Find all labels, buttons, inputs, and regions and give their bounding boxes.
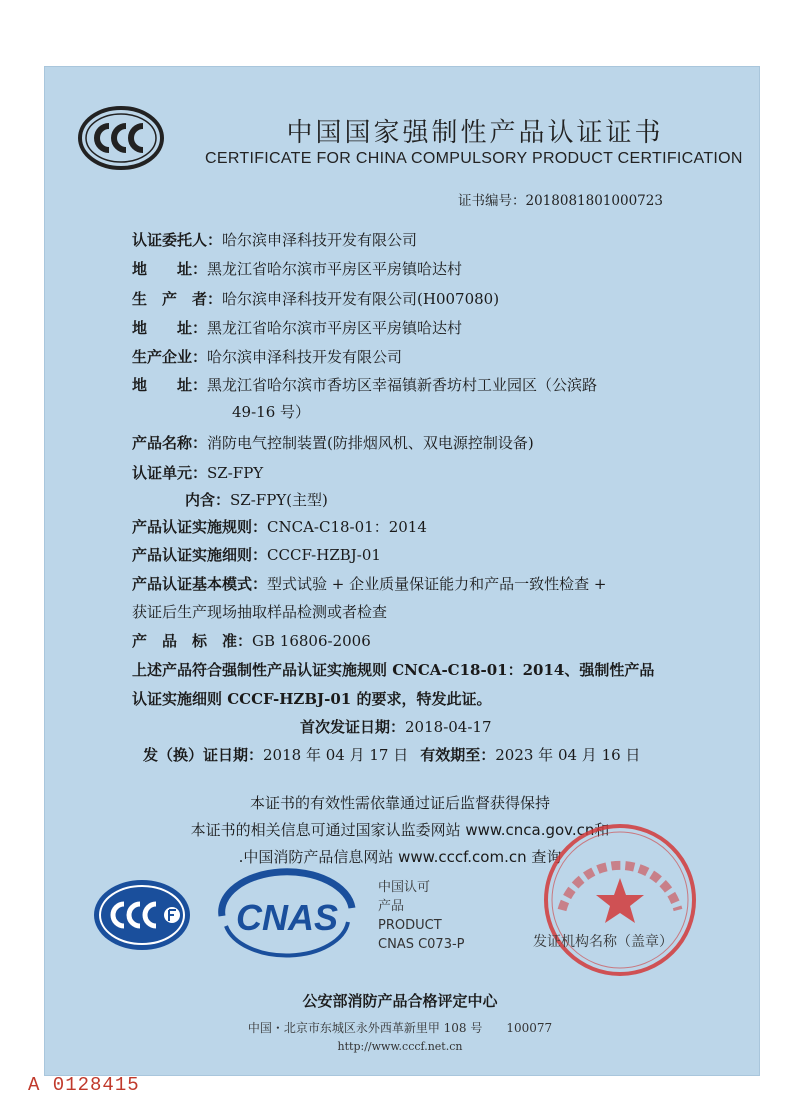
rule-value: CNCA-C18-01：2014 [267,518,427,536]
mode-value-line1: 型式试验 + 企业质量保证能力和产品一致性检查 + [267,575,607,593]
applicant-row [132,229,417,250]
valid-until-value: 2023 年 04 月 16 日 [495,746,641,764]
cnas-text-line3: PRODUCT [378,918,442,933]
statement-line2: 认证实施细则 CCCF-HZBJ-01 的要求，特发此证。 [132,690,492,708]
certificate-title-cn: 中国国家强制性产品认证证书 [286,118,664,148]
mode-row [132,573,606,594]
manufacturer-value: 哈尔滨申泽科技开发有限公司(H007080) [222,290,500,308]
applicant-value: 哈尔滨申泽科技开发有限公司 [222,231,418,249]
product-value: 消防电气控制装置(防排烟风机、双电源控制设备) [207,434,534,452]
certificate-number: 证书编号：2018081801000723 [458,193,663,209]
factory-address-row [132,374,597,395]
manufacturer-label: 生 产 者： [132,290,223,308]
rule-label: 产品认证实施规则： [132,518,268,536]
cnas-text-line4: CNAS C073-P [378,937,465,952]
factory-address-line2: 49-16 号） [232,403,311,421]
issuing-organization: 公安部消防产品合格评定中心 [302,992,498,1010]
address-label: 地 址： [132,376,208,394]
address-label: 地 址： [132,260,208,278]
organization-address: 中国・北京市东城区永外西革新里甲 108 号 100077 [247,1021,553,1035]
issue-date-value: 2018 年 04 月 17 日 [263,746,409,764]
rule-row [132,516,427,537]
serial-number: A 0128415 [28,1074,140,1096]
mode-label: 产品认证基本模式： [132,575,268,593]
svg-text:CNAS: CNAS [235,897,339,938]
certificate-title-en: CERTIFICATE FOR CHINA COMPULSORY PRODUCT CERTIFICATION [205,150,743,167]
first-issue-value: 2018-04-17 [405,718,492,736]
first-issue-label: 首次发证日期： [300,718,406,736]
query-note-line2: .中国消防产品信息网站 www.cccf.com.cn 查询 [238,848,562,866]
statement-line1: 上述产品符合强制性产品认证实施规则 CNCA-C18-01：2014、强制性产品 [132,661,655,679]
issuer-signature-label: 发证机构名称（盖章） [533,934,673,950]
standard-label: 产 品 标 准： [132,632,253,650]
detail-value: CCCF-HZBJ-01 [267,546,381,564]
contains-label: 内含： [185,491,231,509]
manufacturer-row [132,288,499,309]
standard-row [132,630,371,651]
product-label: 产品名称： [132,434,208,452]
unit-value: SZ-FPY [207,464,264,482]
cccf-logo-icon [92,878,192,952]
validity-note: 本证书的有效性需依靠通过证后监督获得保持 [249,794,550,812]
unit-label: 认证单元： [132,464,208,482]
unit-row [132,462,263,483]
applicant-label: 认证委托人： [132,231,223,249]
mode-value-line2: 获证后生产现场抽取样品检测或者检查 [132,603,388,621]
factory-label: 生产企业： [132,348,208,366]
validity-row [143,744,640,765]
cnas-logo-icon [212,868,362,958]
query-note-line1: 本证书的相关信息可通过国家认监委网站 www.cnca.gov.cn和 [190,821,610,839]
product-row [132,432,534,453]
contains-value: SZ-FPY(主型) [230,491,328,509]
standard-value: GB 16806-2006 [252,632,371,650]
address-label: 地 址： [132,319,208,337]
first-issue-row [300,716,492,737]
cnas-text-line1: 中国认可 [378,880,431,895]
valid-until-label: 有效期至： [420,746,496,764]
applicant-address: 黑龙江省哈尔滨市平房区平房镇哈达村 [207,260,463,278]
cnas-accreditation-text [378,878,465,954]
official-seal-icon [540,820,700,980]
factory-value: 哈尔滨申泽科技开发有限公司 [207,348,403,366]
cnas-text-line2: 产品 [378,899,405,914]
manufacturer-address-row [132,317,462,338]
applicant-address-row [132,258,462,279]
factory-address-line1: 黑龙江省哈尔滨市香坊区幸福镇新香坊村工业园区（公滨路 [207,376,598,394]
detail-label: 产品认证实施细则： [132,546,268,564]
detail-row [132,544,381,565]
issue-date-label: 发（换）证日期： [143,746,264,764]
organization-url: http://www.cccf.net.cn [337,1040,463,1053]
contains-row [185,489,328,510]
manufacturer-address: 黑龙江省哈尔滨市平房区平房镇哈达村 [207,319,463,337]
factory-row [132,346,402,367]
